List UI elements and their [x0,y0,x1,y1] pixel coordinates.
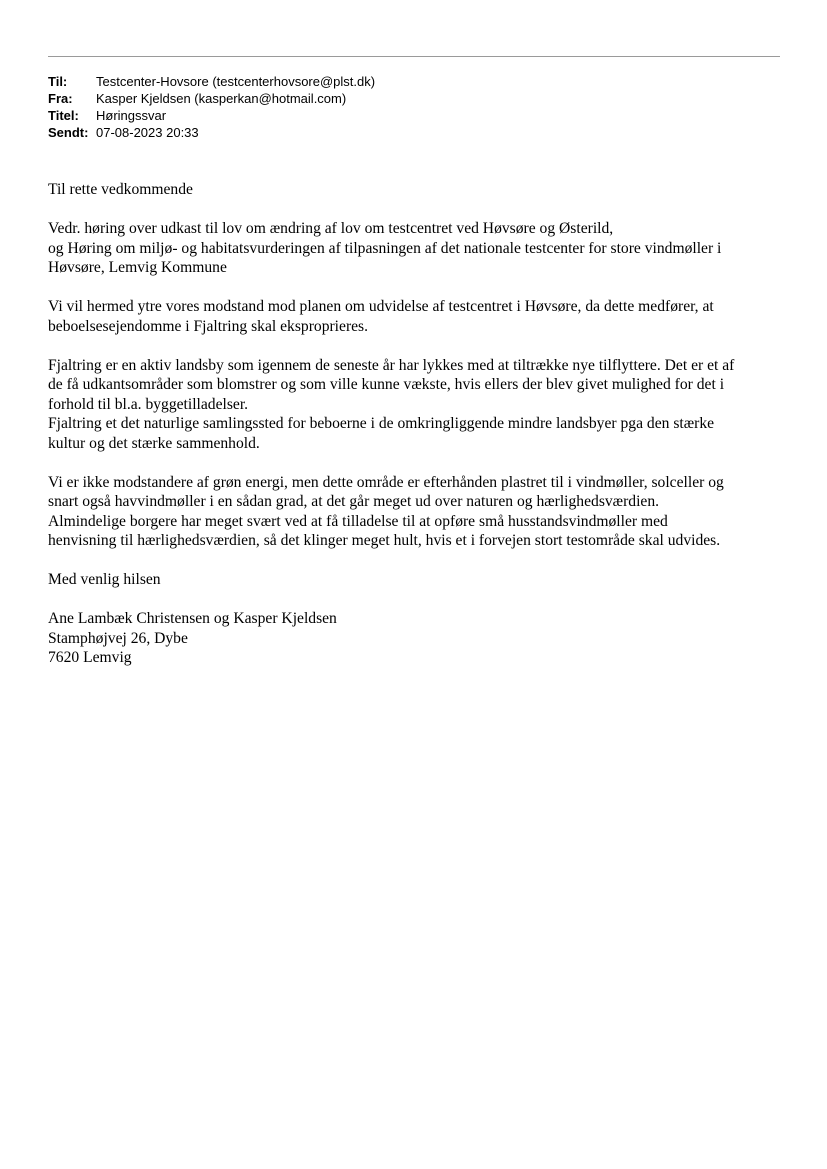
closing [48,570,788,590]
header-row-sent [48,124,375,141]
paragraph-line: Fjaltring et det naturlige samlingssted for beboerne i de omkringliggende mindre landsbyer pga den stærke [48,415,715,432]
header-divider [48,56,780,57]
paragraph-line: Vi er ikke modstandere af grøn energi, men dette område er efterhånden plastret til i vindmøller, solceller og [48,473,724,491]
header-row-title [48,107,375,124]
sent-value: 07-08-2023 20:33 [96,125,199,140]
paragraph-line: Almindelige borgere har meget svært ved at få tilladelse til at opføre små husstandsvindmøller med [48,512,668,530]
paragraph-line: henvisning til hærlighedsværdien, så det klinger meget hult, hvis et i forvejen stort testområde skal udvides. [48,532,721,549]
signature-block [48,609,788,668]
salutation-line: Til rette vedkommende [48,181,193,198]
signature-street: Stamphøjvej 26, Dybe [48,629,188,647]
paragraph-line: kultur og det stærke sammenhold. [48,434,260,452]
paragraph-line: Høvsøre, Lemvig Kommune [48,259,227,276]
signature-city: 7620 Lemvig [48,649,132,666]
signature-names: Ane Lambæk Christensen og Kasper Kjeldsen [48,610,337,627]
paragraph-objection [48,297,788,336]
header-row-from [48,90,375,107]
title-label: Titel: [48,108,79,123]
paragraph-line: beboelsesejendomme i Fjaltring skal eksproprieres. [48,317,369,335]
salutation [48,180,788,200]
paragraph-line: Fjaltring er en aktiv landsby som igennem de seneste år har lykkes med at tiltrække nye tilflyttere. Det er et af [48,356,735,374]
sent-label: Sendt: [48,125,89,140]
letter-body [48,180,788,687]
paragraph-village [48,356,788,454]
to-value: Testcenter-Hovsore (testcenterhovsore@plst.dk) [96,74,376,89]
from-value: Kasper Kjeldsen (kasperkan@hotmail.com) [96,91,347,106]
email-header [48,73,375,141]
paragraph-line: Vi vil hermed ytre vores modstand mod planen om udvidelse af testcentret i Høvsøre, da dette medfører, at [48,298,714,315]
closing-line: Med venlig hilsen [48,571,161,588]
header-row-to [48,73,375,90]
paragraph-line: Vedr. høring over udkast til lov om ændring af lov om testcentret ved Høvsøre og Østerild, [48,220,614,237]
from-label: Fra: [48,91,73,106]
paragraph-line: de få udkantsområder som blomstrer og som ville kunne vækste, hvis ellers der blev givet mulighed for det i [48,376,725,393]
paragraph-green-energy [48,473,788,551]
paragraph-subject [48,219,788,278]
to-label: Til: [48,74,68,89]
paragraph-line: og Høring om miljø- og habitatsvurderingen af tilpasningen af det nationale testcenter for store vindmøller i [48,239,722,257]
paragraph-line: snart også havvindmøller i en sådan grad, at det går meget ud over naturen og hærlighedsværdien. [48,493,660,510]
paragraph-line: forhold til bl.a. byggetilladelser. [48,395,249,413]
title-value: Høringssvar [96,108,167,123]
